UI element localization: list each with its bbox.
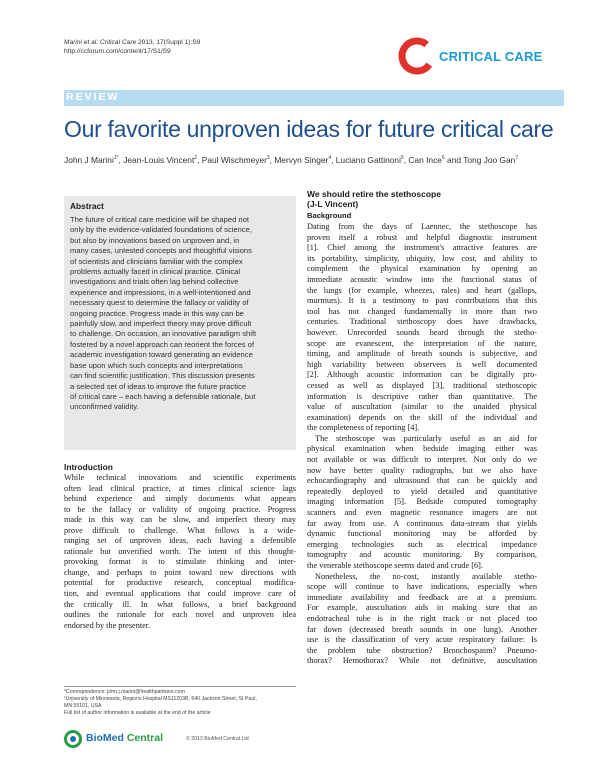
introduction-line: change, and perhaps to point toward new directions with	[64, 567, 296, 577]
section-heading-line: We should retire the stethoscope	[307, 189, 441, 199]
body-line: however. Unrecorded sounds heard through the stetho-	[307, 327, 537, 337]
body-line: not available or was difficult to interpret. Not only do we	[307, 455, 537, 465]
abstract-line: to challenge. On occasion, an innovative paradigm shift	[70, 329, 257, 339]
citation-block	[64, 38, 200, 56]
abstract-text	[70, 215, 292, 413]
body-line: [1]. Chief among the instrument's attractive features are	[307, 243, 537, 253]
body-line: tool has not changed fundamentally in more than two	[307, 306, 537, 316]
abstract-line: ongoing practice. Progress made in this way can be	[70, 308, 244, 318]
body-line: dynamic functional monitoring may be afforded by	[307, 529, 537, 539]
introduction-text	[64, 473, 296, 631]
affiliation-line: ¹University of Minnesota, Regions Hospital MS11203B, 640 Jackson Street, St Paul,	[64, 696, 257, 703]
body-line: murmurs). It is a testimony to past contributions that this	[307, 296, 537, 306]
body-line: centuries. Traditional stethoscopy does have drawbacks,	[307, 317, 537, 327]
body-line: far away from use. A continuous data-stream that yields	[307, 518, 537, 528]
author-name[interactable]: Can Ince	[408, 155, 442, 165]
body-line: [2]. Although acoustic information can be digitally pro-	[307, 370, 537, 380]
abstract-box	[64, 196, 296, 450]
introduction-line: made in this way can be slow, and imperfect theory may	[64, 515, 296, 525]
author-affiliation-mark: 6	[441, 155, 445, 162]
biomed-central-logo	[64, 730, 184, 748]
abstract-line: of scientists and clinicians familiar with the complex	[70, 256, 243, 266]
author-affiliation-mark: 5	[400, 155, 404, 162]
affiliation-line: MN 55101, USA	[64, 703, 102, 710]
citation-journal: Marini et al. Critical Care	[64, 39, 137, 46]
abstract-line: investigations and trials often lag behind collective	[70, 277, 239, 287]
author-list: John J Marini$^{1*}$, Jean-Louis Vincent$^2$, Paul Wischmeyer$^3$, Mervyn Singer$^4$, Luciano Gattinoni$^5$, Can Ince$^6$ and Tong Joo Gan$^7$	[64, 155, 519, 165]
abstract-line: base upon which such concepts and interpretations	[70, 360, 243, 370]
body-line: physical examination when bedside imaging either was	[307, 444, 537, 454]
abstract-line: but also by innovations based on unproven and, in	[70, 235, 240, 245]
article-title: Our favorite unproven ideas for future critical care	[64, 116, 554, 142]
author-affiliation-mark: 2	[194, 155, 198, 162]
abstract-line: academic investigation toward generating an evidence	[70, 350, 253, 360]
body-line: imaging information [5]. Bedside computed tomography	[307, 497, 537, 507]
introduction-line: to be the fallacy or validity of ongoing practice. Progress	[64, 504, 296, 514]
abstract-line: many cases, untested concepts and thoughtful visions	[70, 246, 252, 256]
author-affiliation-mark: 3	[266, 155, 270, 162]
body-line: immediate availability and feedback are at a premium.	[307, 592, 537, 602]
body-line: For example, auscultation aids in making sure that an	[307, 603, 537, 613]
body-paragraph	[307, 434, 537, 572]
critical-care-logo	[397, 36, 567, 76]
abstract-heading: Abstract	[70, 201, 104, 211]
publisher-name-part: BioMed	[86, 732, 124, 744]
body-line: Dating from the days of Laennec, the stethoscope has	[307, 222, 537, 231]
body-paragraph	[307, 572, 537, 667]
body-line: the lungs (for example, wheezes, rales) and heart (gallops,	[307, 285, 537, 295]
introduction-heading: Introduction	[64, 462, 113, 472]
footnote-divider	[64, 686, 296, 687]
background-subheading: Background	[307, 211, 352, 220]
body-line: Nonetheless, the no-cost, instantly available stetho-	[315, 571, 537, 581]
author-affiliation-mark: 1*	[113, 155, 119, 162]
author-name[interactable]: Mervyn Singer	[274, 155, 329, 165]
body-line: thorax? Hemothorax? While not definitive, auscultation	[307, 656, 537, 666]
abstract-line: fostered by a novel approach can reorient the forces of	[70, 339, 255, 349]
introduction-line: While technical innovations and scientific experiments	[64, 473, 296, 482]
author-affiliation-mark: 7	[515, 155, 519, 162]
body-line: high variability between observers is well documented	[307, 359, 537, 369]
introduction-line: the critically ill. In what follows, a brief background	[64, 599, 296, 609]
author-affiliation-mark: 4	[328, 155, 332, 162]
introduction-line: prove difficult to challenge. What follows is a wide-	[64, 525, 296, 535]
author-name[interactable]: Tong Joo Gan	[463, 155, 516, 165]
body-line: scope are evanescent, the interpretation of the nature,	[307, 338, 537, 348]
introduction-line: often lead clinical practice, at times clinical science lags	[64, 483, 296, 493]
copyright-notice: © 2013 BioMed Central Ltd	[186, 736, 249, 742]
introduction-line: behind experience and simply documents what appears	[64, 494, 296, 504]
introduction-line: outlines the rationale for each novel and unproven idea	[64, 610, 296, 620]
publisher-name-part: Central	[123, 732, 164, 744]
author-info-note: Full list of author information is available at the end of the article	[64, 710, 211, 717]
body-line: scanners and even magnetic resonance imagers are not	[307, 508, 537, 518]
body-paragraph	[307, 222, 537, 434]
body-line: value of auscultation (similar to the unaided physical	[307, 402, 537, 412]
article-url[interactable]: http://ccforum.com/content/17/S1/S9	[64, 48, 171, 55]
body-line: the venerable stethoscope seems dated and crude [6].	[307, 561, 484, 570]
stethoscope-section-heading	[307, 189, 537, 209]
author-name[interactable]: John J Marini	[64, 155, 114, 165]
body-line: complement the physical examination by opening an	[307, 264, 537, 274]
body-line: proven itself a robust and helpful diagnostic instrument	[307, 232, 537, 242]
author-name[interactable]: Luciano Gattinoni	[335, 155, 401, 165]
abstract-line: a selected set of ideas to improve the future practice	[70, 381, 247, 391]
body-line: tomography and acoustic monitoring. By comparison,	[307, 550, 537, 560]
body-line: examination) depends on the skill of the individual and	[307, 412, 537, 422]
body-line: scope will continue to have indications, especially when	[307, 582, 537, 592]
author-name[interactable]: Jean-Louis Vincent	[123, 155, 195, 165]
section-label-bar	[64, 90, 564, 106]
introduction-line: potential for productive research, conceptual modifica-	[64, 578, 296, 588]
footnotes	[64, 689, 296, 717]
abstract-line: The future of critical care medicine will be shaped not	[70, 215, 249, 224]
citation-line	[64, 38, 200, 47]
introduction-line: ranging set of unproven ideas, each having a defensible	[64, 536, 296, 546]
body-line: its portability, simplicity, ubiquity, low cost, and ability to	[307, 253, 537, 263]
citation-details: 2013, 17(Suppl 1):S9	[136, 39, 201, 46]
journal-logo-text: CRITICAL CARE	[439, 49, 543, 64]
body-line: repeatedly deployed to yield detailed and quantitative	[307, 486, 537, 496]
body-line: immediate acoustic window into the functional status of	[307, 274, 537, 284]
introduction-line: rationale but unverified worth. The intent of this thought-	[64, 546, 296, 556]
introduction-line: tion, and eventual applications that could improve care of	[64, 589, 296, 599]
section-label: REVIEW	[66, 91, 120, 103]
critical-care-logo-icon	[397, 36, 437, 76]
section-heading-author: (J-L Vincent)	[307, 199, 359, 209]
abstract-line: problems actually faced in clinical practice. Clinical	[70, 267, 241, 277]
abstract-line: experience and impressions, in a well-intentioned and	[70, 287, 251, 297]
body-line: the completeness of reporting [4].	[307, 423, 420, 433]
body-line: endotracheal tube is in the right track or not placed too	[307, 613, 537, 623]
body-line: use is the classification of very acute respiratory failure: Is	[307, 635, 537, 645]
body-line: the problem tube obstruction? Bronchospasm? Pneumo-	[307, 645, 537, 655]
abstract-line: necessary quest to determine the fallacy or validity of	[70, 298, 249, 308]
introduction-line: endorsed by the presenter.	[64, 620, 151, 630]
abstract-line: unconfirmed validity.	[70, 402, 139, 412]
body-line: echocardiography and ultrasound that can be quickly and	[307, 476, 537, 486]
introduction-line: provoking format is to stimulate thinking and inter-	[64, 557, 296, 567]
abstract-line: only by the evidence-validated foundations of science,	[70, 225, 252, 235]
body-line: information is descriptive rather than quantitative. The	[307, 391, 537, 401]
body-line: now have better quality radiographs, but we also have	[307, 465, 537, 475]
body-line: far down (decreased breath sounds in one lung). Another	[307, 624, 537, 634]
correspondence-note: *Correspondence: john.j.marini@healthpartners.com	[64, 689, 185, 695]
abstract-line: of critical care – each having a defensible rationale, but	[70, 391, 256, 401]
author-name[interactable]: Paul Wischmeyer	[201, 155, 267, 165]
publisher-name	[86, 732, 163, 744]
abstract-line: can find scientific justification. This discussion presents	[70, 371, 255, 381]
stethoscope-body	[307, 222, 537, 667]
body-line: timing, and amplitude of breath sounds is subjective, and	[307, 349, 537, 359]
body-line: emerging technologies such as electrical impedance	[307, 539, 537, 549]
body-line: The stethoscope was particularly useful as an aid for	[315, 433, 537, 443]
body-line: cessed as well as displayed [3], traditional stethoscopic	[307, 380, 537, 390]
biomed-central-logo-icon	[64, 730, 84, 748]
abstract-line: painfully slow, and imperfect theory may prove difficult	[70, 319, 252, 329]
